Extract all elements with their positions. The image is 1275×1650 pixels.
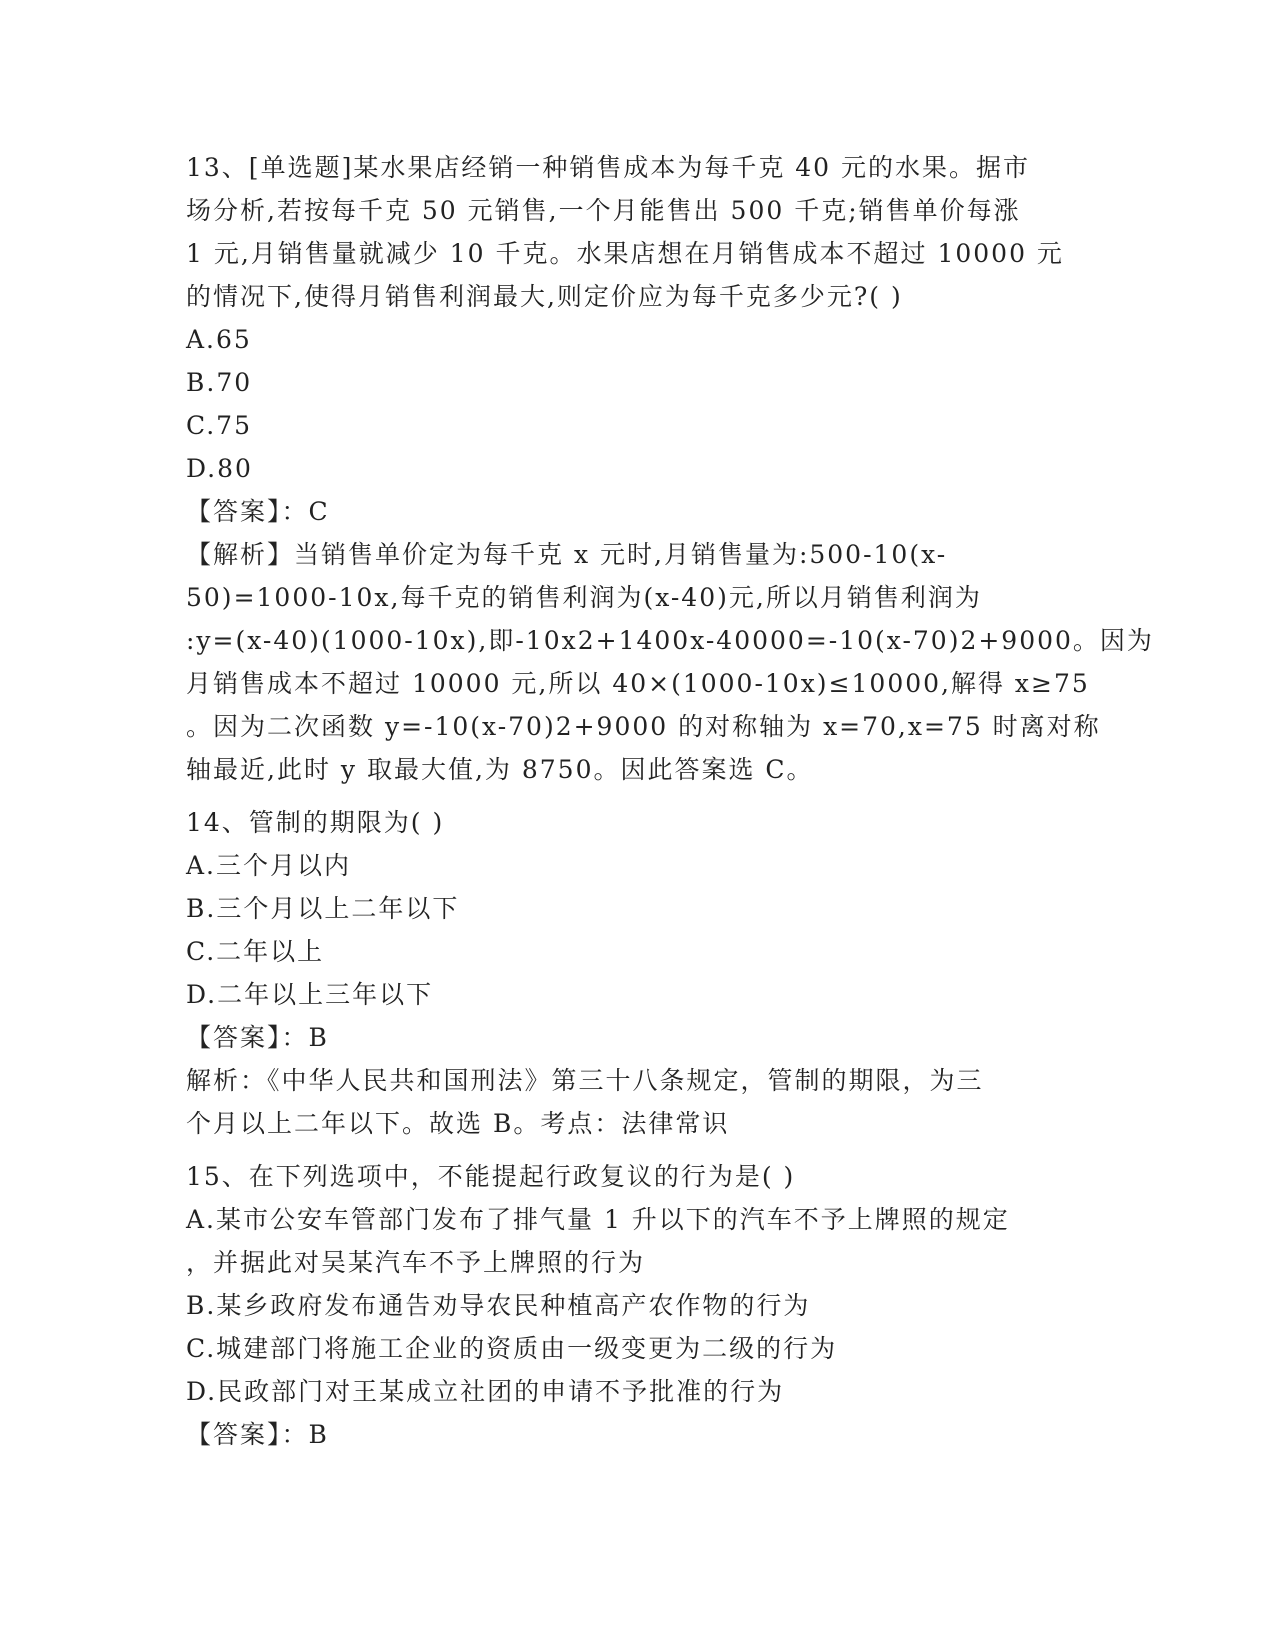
answer-line: 【答案】：C <box>186 497 330 526</box>
question-gap <box>186 791 1086 801</box>
question-stem-line: 15、在下列选项中，不能提起行政复议的行为是( ) <box>186 1162 796 1191</box>
question-13 <box>186 146 1154 791</box>
question-stem-line: 1 元,月销售量就减少 10 千克。水果店想在月销售成本不超过 10000 元 <box>186 239 1064 268</box>
option-a-continuation: ，并据此对吴某汽车不予上牌照的行为 <box>186 1248 646 1277</box>
question-stem-line: 场分析,若按每千克 50 元销售,一个月能售出 500 千克;销售单价每涨 <box>186 196 1021 225</box>
question-stem-line: 的情况下,使得月销售利润最大,则定价应为每千克多少元?( ) <box>186 282 903 311</box>
option-c: C.城建部门将施工企业的资质由一级变更为二级的行为 <box>186 1334 838 1363</box>
question-gap <box>186 1145 1086 1155</box>
question-stem-line: 14、管制的期限为( ) <box>186 808 445 837</box>
option-c: C.二年以上 <box>186 937 325 966</box>
question-14 <box>186 801 1086 1145</box>
analysis-line: :y=(x-40)(1000-10x),即-10x2+1400x-40000=-10(x-70)2+9000。因为 <box>186 626 1154 655</box>
analysis-line: 。因为二次函数 y=-10(x-70)2+9000 的对称轴为 x=70,x=75 时离对称 <box>186 712 1101 741</box>
option-b: B.某乡政府发布通告劝导农民种植高产农作物的行为 <box>186 1291 811 1320</box>
option-d: D.二年以上三年以下 <box>186 980 434 1009</box>
option-a: A.三个月以内 <box>186 851 352 880</box>
exam-page <box>186 146 1154 1456</box>
question-15 <box>186 1155 1086 1456</box>
option-b: B.70 <box>186 368 253 397</box>
answer-line: 【答案】：B <box>186 1023 329 1052</box>
analysis-line: 月销售成本不超过 10000 元,所以 40×(1000-10x)≤10000,解得 x≥75 <box>186 669 1090 698</box>
analysis-line: 【解析】当销售单价定为每千克 x 元时,月销售量为:500-10(x- <box>186 540 948 569</box>
option-a: A.65 <box>186 325 252 354</box>
option-b: B.三个月以上二年以下 <box>186 894 460 923</box>
question-stem-line: 13、[单选题]某水果店经销一种销售成本为每千克 40 元的水果。据市 <box>186 153 1031 182</box>
analysis-line: 解析：《中华人民共和国刑法》第三十八条规定，管制的期限，为三 <box>186 1066 984 1095</box>
answer-line: 【答案】：B <box>186 1420 329 1449</box>
analysis-line: 个月以上二年以下。故选 B。考点：法律常识 <box>186 1109 730 1138</box>
option-a: A.某市公安车管部门发布了排气量 1 升以下的汽车不予上牌照的规定 <box>186 1205 1010 1234</box>
option-d: D.民政部门对王某成立社团的申请不予批准的行为 <box>186 1377 785 1406</box>
analysis-line: 50)=1000-10x,每千克的销售利润为(x-40)元,所以月销售利润为 <box>186 583 982 612</box>
analysis-line: 轴最近,此时 y 取最大值,为 8750。因此答案选 C。 <box>186 755 814 784</box>
option-c: C.75 <box>186 411 252 440</box>
option-d: D.80 <box>186 454 253 483</box>
